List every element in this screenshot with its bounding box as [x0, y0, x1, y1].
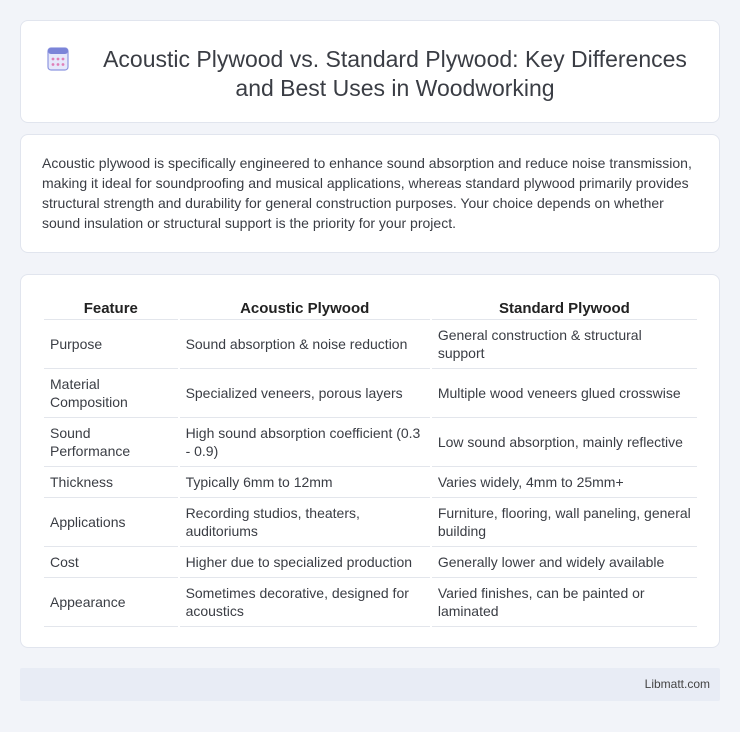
feature-cell: Sound Performance: [44, 418, 178, 467]
standard-cell: Generally lower and widely available: [432, 547, 697, 578]
table-header-row: [44, 296, 697, 320]
acoustic-cell: Specialized veneers, porous layers: [180, 369, 430, 418]
table-row: [44, 467, 697, 498]
table-row: [44, 547, 697, 578]
feature-cell: Cost: [44, 547, 178, 578]
comparison-table-card: [20, 274, 720, 648]
table-row: [44, 320, 697, 369]
footer: [20, 668, 720, 701]
header-card: [20, 20, 720, 123]
acoustic-cell: Sound absorption & noise reduction: [180, 320, 430, 369]
standard-cell: Varies widely, 4mm to 25mm+: [432, 467, 697, 498]
feature-cell: Purpose: [44, 320, 178, 369]
acoustic-cell: High sound absorption coefficient (0.3 - 0.9): [180, 418, 430, 467]
page-title: Acoustic Plywood vs. Standard Plywood: Key Differences and Best Uses in Woodworking: [103, 46, 687, 101]
acoustic-cell: Higher due to specialized production: [180, 547, 430, 578]
header-acoustic: Acoustic Plywood: [180, 296, 430, 320]
footer-brand[interactable]: Libmatt.com: [644, 677, 710, 691]
feature-cell: Appearance: [44, 578, 178, 627]
standard-cell: Varied finishes, can be painted or laminated: [432, 578, 697, 627]
acoustic-cell: Sometimes decorative, designed for acoustics: [180, 578, 430, 627]
table-row: [44, 369, 697, 418]
feature-cell: Thickness: [44, 467, 178, 498]
comparison-table: [42, 296, 699, 627]
feature-cell: Applications: [44, 498, 178, 547]
document-icon: [47, 47, 69, 71]
table-row: [44, 498, 697, 547]
standard-cell: Furniture, flooring, wall paneling, general building: [432, 498, 697, 547]
intro-card: [20, 134, 720, 253]
feature-cell: Material Composition: [44, 369, 178, 418]
acoustic-cell: Typically 6mm to 12mm: [180, 467, 430, 498]
standard-cell: Multiple wood veneers glued crosswise: [432, 369, 697, 418]
header-standard: Standard Plywood: [432, 296, 697, 320]
header-feature: Feature: [44, 296, 178, 320]
table-row: [44, 578, 697, 627]
standard-cell: Low sound absorption, mainly reflective: [432, 418, 697, 467]
intro-text: Acoustic plywood is specifically engineered to enhance sound absorption and reduce noise transmission, making it ideal for soundproofing and musical applications, whereas standard plywood primarily provides structural strength and durability for general construction purposes. Your choice depends on whether sound insulation or structural support is the priority for your project.: [42, 155, 692, 231]
table-row: [44, 418, 697, 467]
standard-cell: General construction & structural support: [432, 320, 697, 369]
acoustic-cell: Recording studios, theaters, auditoriums: [180, 498, 430, 547]
